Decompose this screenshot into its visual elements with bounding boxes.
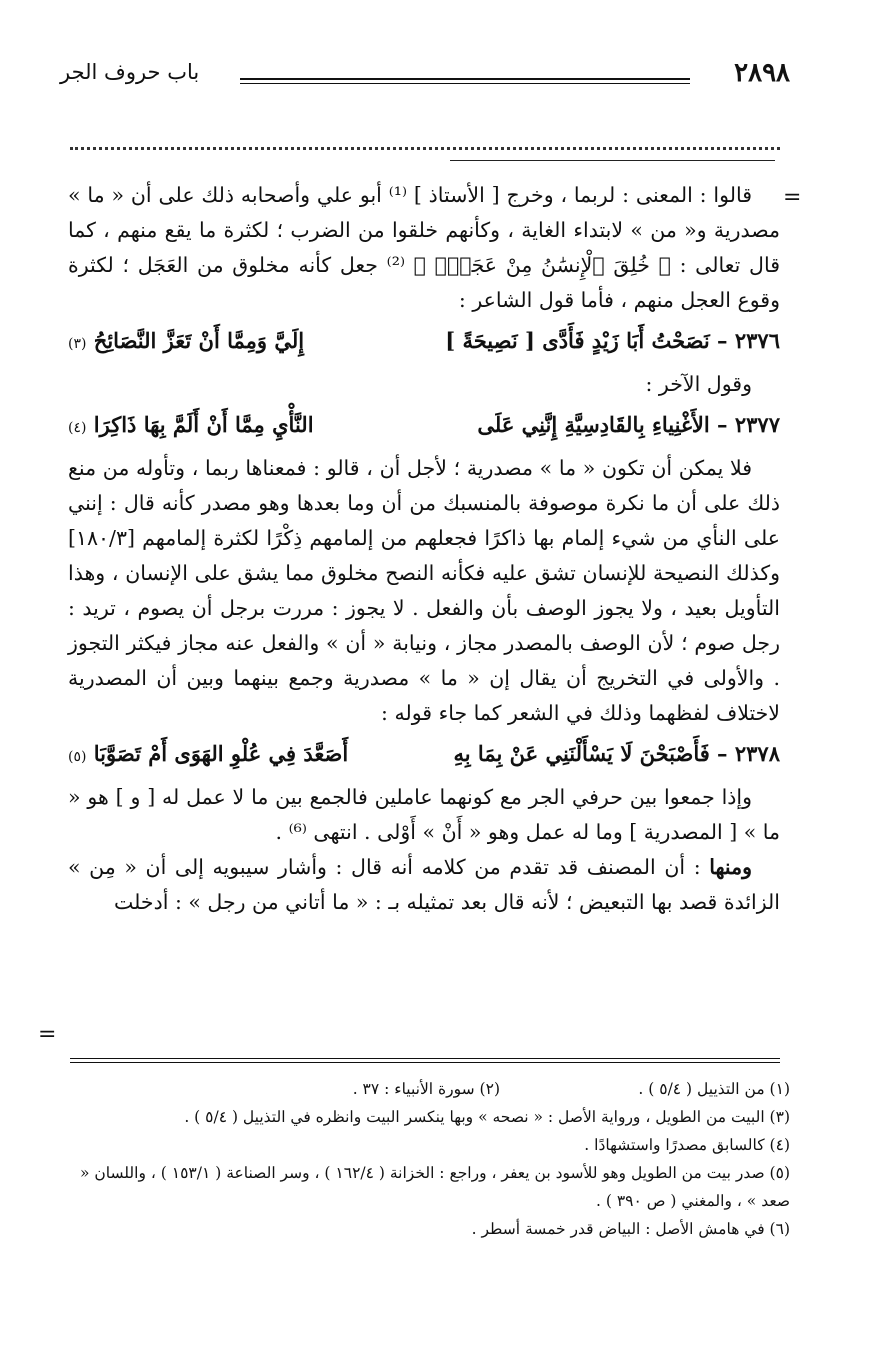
verse-2376-second-text: إِلَيَّ وَمِمَّا أَنْ تَعَزَّ النَّصَائِحُ <box>93 328 305 353</box>
verse-2376 <box>68 320 780 365</box>
footnote-ref-5: (٥) <box>68 749 87 765</box>
paragraph-3: فلا يمكن أن تكون « ما » مصدرية ؛ لأجل أن ، قالو : فمعناها ربما ، وتأوله من منع ذلك على أن ما نكرة موصوفة بالمنسبك من أن وما بعدها وهو مصدر كأنه قال : إنني على النأي من شيء إلمام بها ذاكرًا فجعلهم من إلمامهم ذِكْرًا لكثرة إلمامهم [١٨٠/٣] وكذلك النصيحة للإنسان تشق عليه فكأنه النصح مخلوق مما يشق على الإنسان ، وهذا التأويل بعيد ، ولا يجوز الوصف بأن والفعل . لا يجوز : مررت برجل أن يصوم ، تريد : رجل صوم ؛ لأن الوصف بالمصدر مجاز ، ونيابة « أن » والفعل عنه مجاز فيكثر التجوز . والأولى في التخريج أن يقال إن « ما » مصدرية وجمع بينهما وبين أن المصدرية لاختلاف لفظهما وذلك في الشعر كما جاء قوله : <box>68 456 780 725</box>
paragraph-5-text: : أن المصنف قد تقدم من كلامه أنه قال : وأشار سيبويه إلى أن « مِن » الزائدة قصد بها التبعيض ؛ لأنه قال بعد تمثيله بـ : « ما أتاني من رجل » : أدخلت <box>68 855 780 914</box>
footnote-ref-4: (٤) <box>68 420 87 436</box>
continuation-mark-top: = <box>783 185 802 210</box>
footnote-1: (١) من التذييل ( ٥/٤ ) . <box>638 1080 790 1098</box>
verse-2377 <box>68 404 780 449</box>
verse-2378-second-hemistich <box>68 733 348 778</box>
paragraph-4: وإذا جمعوا بين حرفي الجر مع كونهما عاملين فالجمع بين ما لا عمل له [ و ] هو « ما » [ المصدرية ] وما له عمل وهو « أَنْ » أَوْلى . انتهى ⁽⁶⁾ . <box>68 785 780 844</box>
header-rule-secondary <box>240 83 690 84</box>
continuation-mark-bottom: = <box>38 1022 57 1047</box>
verse-2376-first-hemistich: ٢٣٧٦ – نَصَحْتُ أَبَا زَيْدٍ فَأَدَّى [ نَصِيحَةً ] <box>445 328 780 353</box>
paragraph-1: قالوا : المعنى : لربما ، وخرج [ الأستاذ ] ⁽¹⁾ أبو علي وأصحابه ذلك على أن « ما » مصدرية و« من » لابتداء الغاية ، وكأنهم خلقوا من الضرب ؛ لكثرة ما يقع منهم ، كما قال تعالى : ﴿ خُلِقَ ٱلْإِنسَٰنُ مِنْ عَجَلٍۚ ﴾ ⁽²⁾ جعل كأنه مخلوق من العَجَل ؛ لكثرة وقوع العجل منهم ، فأما قول الشاعر : <box>68 183 780 312</box>
footnote-rule <box>70 1058 780 1059</box>
footnote-2: (٢) سورة الأنبياء : ٣٧ . <box>352 1080 500 1098</box>
footnote-6: (٦) في هامش الأصل : البياض قدر خمسة أسطر . <box>471 1220 790 1238</box>
chapter-title: باب حروف الجر <box>60 60 200 84</box>
paragraph-5-lead: ومنها <box>709 855 752 879</box>
footnote-3: (٣) البيت من الطويل ، ورواية الأصل : « نصحه » وبها ينكسر البيت وانظره في التذييل ( ٥/٤ ) . <box>184 1108 790 1126</box>
short-rule <box>450 160 775 161</box>
footnote-ref-3: (٣) <box>68 336 87 352</box>
paragraph-5 <box>68 850 780 920</box>
verse-2378-second-text: أَصَعَّدَ فِي عُلْوِ الهَوَى أَمْ تَصَوَّبَا <box>93 741 349 766</box>
footnote-5: (٥) صدر بيت من الطويل وهو للأسود بن يعفر ، وراجع : الخزانة ( ١٦٢/٤ ) ، وسر الصناعة ( ١٥٣/١ ) ، واللسان « صعد » ، والمغني ( ص ٣٩٠ ) . <box>79 1164 790 1210</box>
verse-2378-first-hemistich: ٢٣٧٨ – فَأَصْبَحْنَ لَا يَسْأَلْنَنِي عَنْ بِمَا بِهِ <box>453 741 780 766</box>
dotted-separator <box>70 147 780 150</box>
verse-2377-second-text: النَّأْيِ مِمَّا أَنْ أَلَمَّ بِهَا ذَاكِرَا <box>93 412 314 437</box>
verse-2377-second-hemistich <box>68 404 314 449</box>
footnote-4: (٤) كالسابق مصدرًا واستشهادًا . <box>584 1136 790 1154</box>
page-number: ٢٨٩٨ <box>734 58 790 88</box>
footnotes <box>70 1075 790 1243</box>
page-header <box>60 58 790 98</box>
verse-2378 <box>68 733 780 778</box>
main-text <box>68 178 780 920</box>
verse-2376-second-hemistich <box>68 320 304 365</box>
verse-2377-first-hemistich: ٢٣٧٧ – الأَغْنِياءِ بِالقَادِسِيَّةِ إِنَّنِي عَلَى <box>477 412 780 437</box>
footnote-row-1-2 <box>70 1075 790 1103</box>
footnote-rule-secondary <box>70 1062 780 1063</box>
paragraph-2: وقول الآخر : <box>645 372 752 396</box>
header-rule <box>240 78 690 80</box>
